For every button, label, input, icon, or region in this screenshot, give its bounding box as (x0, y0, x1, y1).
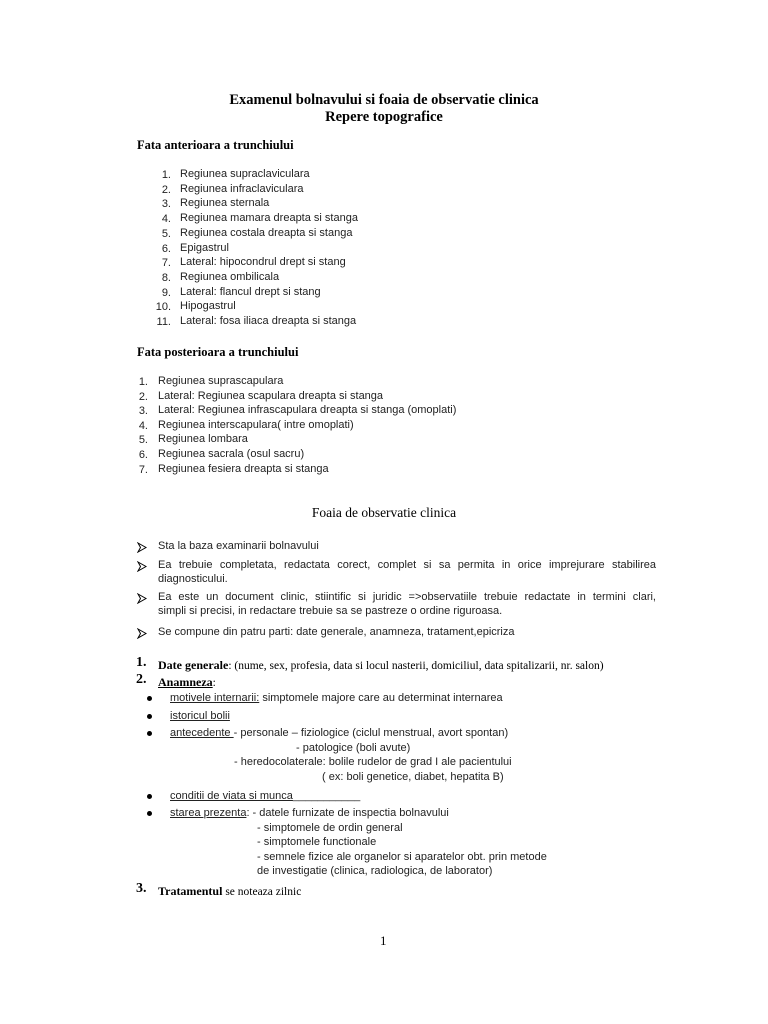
part-text: : (212, 677, 216, 689)
part-text: : (nume, sex, profesia, data si locul nasterii, domiciliul, data spitalizarii, nr. salon) (228, 660, 604, 672)
anamneza-subline: - simptomele de ordin general (257, 822, 403, 834)
part-text: se noteaza zilnic (222, 886, 302, 898)
posterior-item: Regiunea lombara (158, 433, 248, 446)
posterior-item: Regiunea suprascapulara (158, 375, 284, 387)
anterior-item: Regiunea mamara dreapta si stanga (180, 212, 358, 225)
item-underline: ___________ (292, 790, 361, 802)
posterior-number: 3. (138, 405, 148, 418)
anterior-item: Regiunea infraclaviculara (180, 182, 304, 195)
arrow-bullet-icon (137, 593, 147, 604)
anterior-number: 6. (161, 242, 171, 255)
foaia-item-line: simpli si precisi, in redactare trebuie sa se pastreze o ordine riguroasa. (158, 605, 503, 617)
page-number: 1 (380, 933, 387, 948)
part-label: Date generale (158, 658, 229, 672)
part-line (158, 674, 216, 690)
anterior-number: 7. (161, 257, 171, 270)
anterior-number: 5. (161, 227, 171, 240)
part-line (158, 657, 604, 673)
section-heading-foaia: Foaia de observatie clinica (311, 505, 457, 520)
anterior-number: 11. (156, 316, 171, 328)
anamneza-item (170, 808, 449, 819)
section-heading-posterior: Fata posterioara a trunchiului (137, 345, 299, 359)
bullet-icon (147, 811, 152, 816)
anterior-item: Regiunea ombilicala (180, 270, 280, 283)
anamneza-item: istoricul bolii (170, 710, 230, 722)
anterior-item: Lateral: fosa iliaca dreapta si stanga (180, 315, 357, 327)
posterior-number: 5. (138, 434, 148, 447)
posterior-item: Regiunea fesiera dreapta si stanga (158, 462, 329, 475)
item-text: - personale – fiziologice (ciclul menstrual, avort spontan) (233, 727, 509, 739)
anamneza-item (170, 693, 503, 704)
part-label: Tratamentul (158, 884, 223, 898)
anamneza-subline: - heredocolaterale: bolile rudelor de grad I ale pacientului (234, 756, 512, 768)
section-heading-anterior: Fata anterioara a trunchiului (137, 138, 294, 152)
part-number: 3. (136, 881, 147, 896)
anterior-number: 8. (161, 271, 171, 284)
item-label: antecedente (170, 727, 234, 739)
anterior-item: Epigastrul (180, 241, 229, 254)
item-label: conditii de viata si munca (170, 790, 293, 802)
foaia-item-line: Sta la baza examinarii bolnavului (158, 540, 319, 552)
anterior-item: Regiunea supraclaviculara (180, 168, 310, 180)
document-subtitle: Repere topografice (325, 109, 443, 125)
foaia-item-line: Se compune din patru parti: date generale, anamneza, tratament,epicriza (158, 626, 515, 638)
bullet-icon (147, 731, 152, 736)
anamneza-subline: - patologice (boli avute) (296, 742, 411, 754)
anterior-item: Regiunea costala dreapta si stanga (180, 226, 353, 239)
part-line (158, 883, 301, 899)
anamneza-item (170, 728, 508, 739)
anterior-number: 3. (161, 198, 171, 211)
anterior-item: Regiunea sternala (180, 197, 270, 210)
foaia-item-line: diagnosticului. (158, 573, 228, 585)
anterior-item: Hipogastrul (180, 300, 236, 313)
bullet-icon (147, 714, 152, 719)
anamneza-subline: de investigatie (clinica, radiologica, de laborator) (257, 865, 493, 877)
part-number: 1. (136, 655, 147, 670)
anterior-number: 1. (161, 169, 171, 181)
anterior-number: 4. (161, 213, 171, 226)
item-label: motivele internarii: (170, 692, 260, 704)
foaia-item-line: Ea este un document clinic, stiintific si juridic =>observatiile trebuie redactate in termini clari, (158, 591, 656, 603)
bullet-icon (147, 794, 152, 799)
posterior-item: Regiunea sacrala (osul sacru) (158, 448, 305, 460)
posterior-number: 1. (138, 376, 148, 388)
anterior-number: 2. (161, 183, 171, 196)
posterior-number: 2. (138, 390, 148, 403)
posterior-item: Lateral: Regiunea infrascapulara dreapta si stanga (omoplati) (158, 404, 457, 417)
item-label: starea prezenta (170, 807, 247, 819)
posterior-item: Regiunea interscapulara( intre omoplati) (158, 418, 354, 431)
arrow-bullet-icon (137, 561, 147, 572)
anamneza-subline: - simptomele functionale (257, 836, 377, 848)
foaia-item-line: Ea trebuie completata, redactata corect, complet si sa permita in orice imprejurare stabilirea (158, 559, 656, 571)
part-number: 2. (136, 672, 147, 687)
anamneza-subline: - semnele fizice ale organelor si aparatelor obt. prin metode (257, 851, 547, 863)
anterior-item: Lateral: hipocondrul drept si stang (180, 256, 346, 269)
anterior-item: Lateral: flancul drept si stang (180, 285, 321, 298)
bullet-icon (147, 696, 152, 701)
anterior-number: 9. (161, 286, 171, 299)
anamneza-item (170, 791, 360, 802)
item-text: : - datele furnizate de inspectia bolnavului (246, 807, 449, 819)
arrow-bullet-icon (137, 628, 147, 639)
part-label: Anamneza (158, 675, 213, 689)
posterior-number: 4. (138, 419, 148, 432)
posterior-number: 7. (138, 463, 148, 476)
posterior-item: Lateral: Regiunea scapulara dreapta si stanga (158, 389, 384, 402)
item-text: simptomele majore care au determinat internarea (259, 692, 503, 704)
document-title: Examenul bolnavului si foaia de observatie clinica (229, 92, 539, 108)
posterior-number: 6. (138, 449, 148, 461)
anterior-number: 10. (155, 301, 171, 314)
anamneza-subline: ( ex: boli genetice, diabet, hepatita B) (322, 771, 504, 783)
arrow-bullet-icon (137, 542, 147, 553)
